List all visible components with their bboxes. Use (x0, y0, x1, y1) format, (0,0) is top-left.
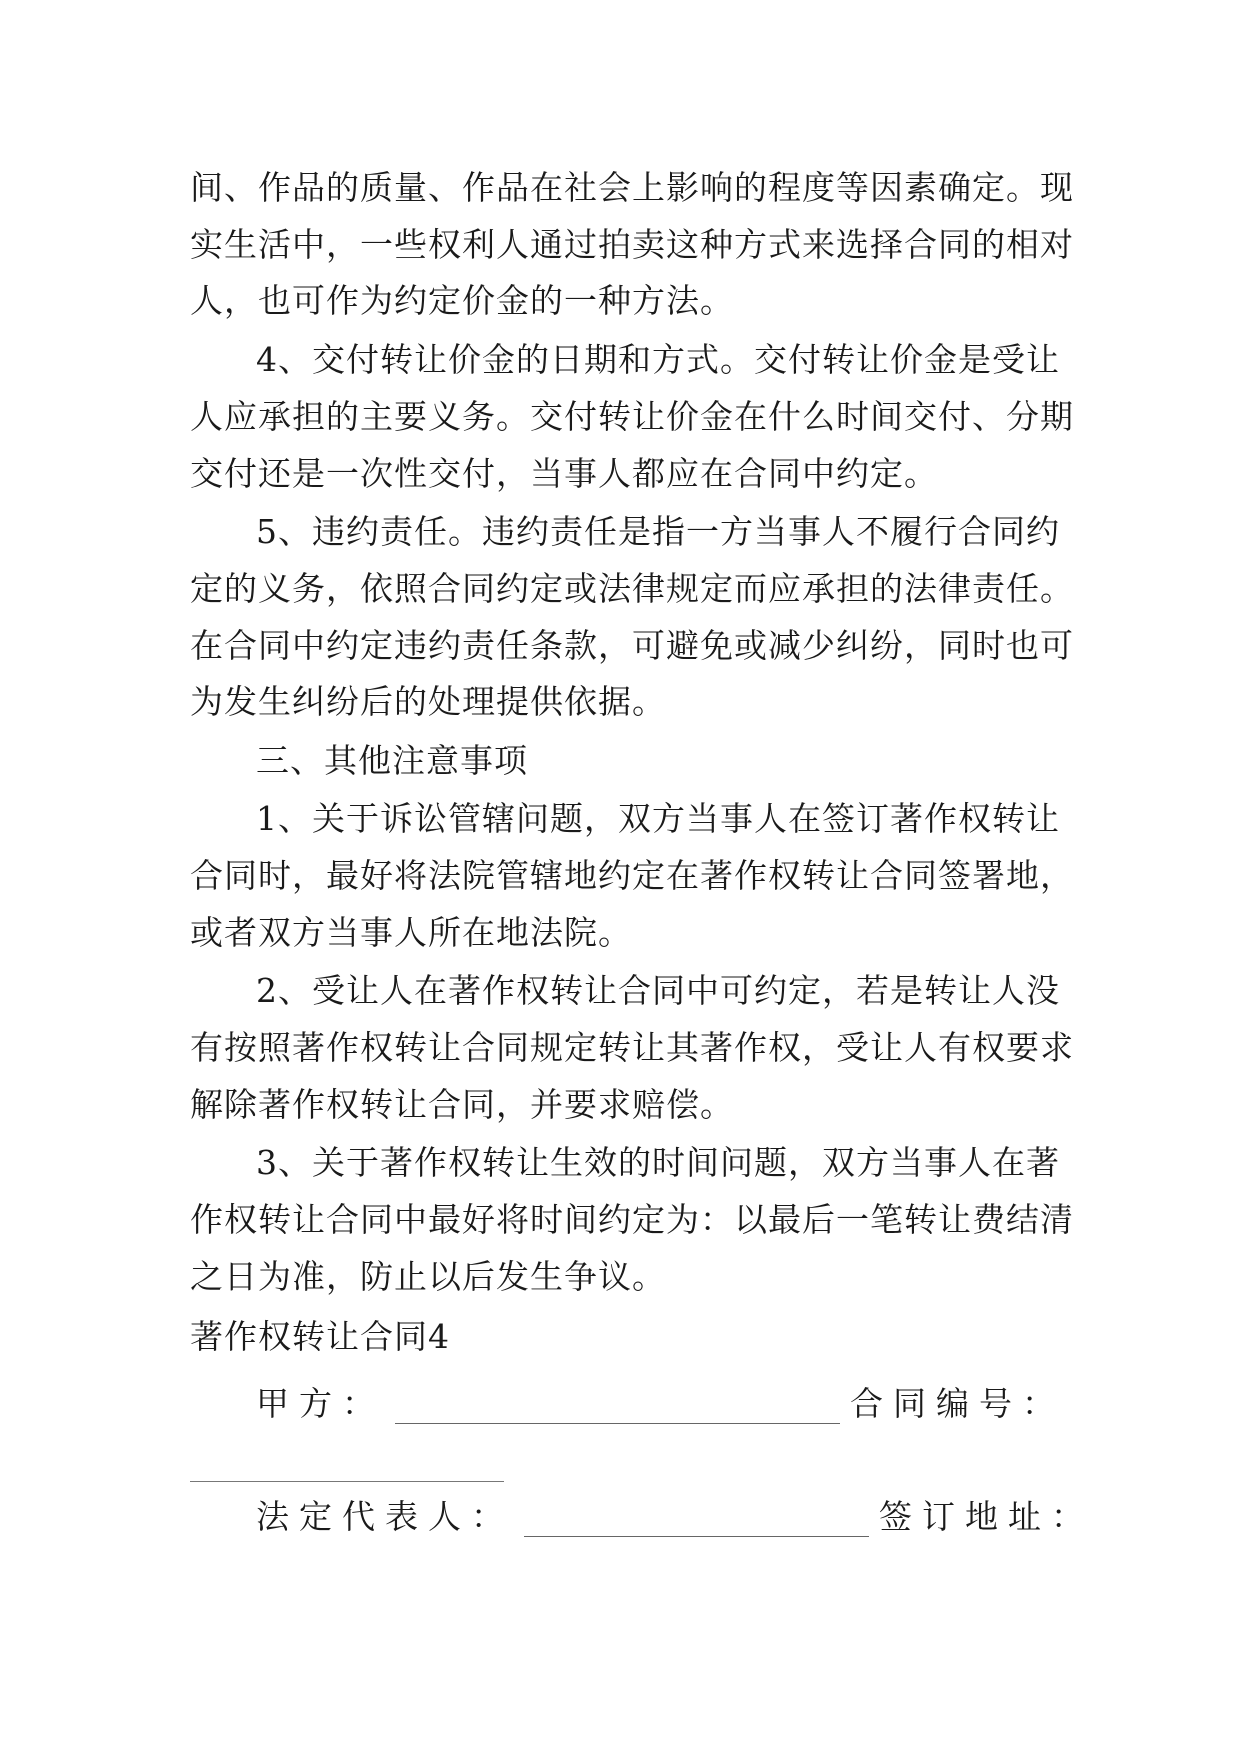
paragraph-line: 在合同中约定违约责任条款，可避免或减少纠纷，同时也可 (190, 626, 1074, 665)
paragraph-line: 4、交付转让价金的日期和方式。交付转让价金是受让 (256, 340, 1060, 379)
paragraph-line: 有按照著作权转让合同规定转让其著作权，受让人有权要求 (190, 1028, 1074, 1067)
paragraph-line: 实生活中，一些权利人通过拍卖这种方式来选择合同的相对 (190, 225, 1074, 264)
paragraph-line: 为发生纠纷后的处理提供依据。 (190, 682, 666, 721)
party-a-field[interactable] (395, 1397, 840, 1424)
party-a-row (256, 1384, 1065, 1424)
paragraph-line: 之日为准，防止以后发生争议。 (190, 1257, 666, 1296)
paragraph-line: 1、关于诉讼管辖问题，双方当事人在签订著作权转让 (256, 799, 1060, 838)
paragraph-line: 或者双方当事人所在地法院。 (190, 913, 632, 952)
sign-address-label: 签订地址： (879, 1497, 1094, 1536)
section-heading: 三、其他注意事项 (256, 741, 528, 780)
paragraph-line: 解除著作权转让合同，并要求赔偿。 (190, 1085, 734, 1124)
legal-rep-row (256, 1497, 1094, 1537)
legal-rep-label: 法定代表人： (256, 1497, 514, 1536)
paragraph-line: 5、违约责任。违约责任是指一方当事人不履行合同约 (256, 512, 1060, 551)
contract-title: 著作权转让合同4 (190, 1317, 450, 1356)
paragraph-line: 人，也可作为约定价金的一种方法。 (190, 281, 734, 320)
paragraph-line: 间、作品的质量、作品在社会上影响的程度等因素确定。现 (190, 168, 1074, 207)
paragraph-line: 合同时，最好将法院管辖地约定在著作权转让合同签署地， (190, 856, 1074, 895)
paragraph-line: 交付还是一次性交付，当事人都应在合同中约定。 (190, 454, 938, 493)
legal-rep-field[interactable] (524, 1510, 869, 1537)
paragraph-line: 定的义务，依照合同约定或法律规定而应承担的法律责任。 (190, 569, 1074, 608)
contract-no-label: 合同编号： (850, 1384, 1065, 1423)
party-a-label: 甲方： (256, 1384, 385, 1423)
paragraph-line: 人应承担的主要义务。交付转让价金在什么时间交付、分期 (190, 397, 1074, 436)
paragraph-line: 3、关于著作权转让生效的时间问题，双方当事人在著 (256, 1143, 1060, 1182)
contract-no-field[interactable] (190, 1481, 504, 1482)
paragraph-line: 作权转让合同中最好将时间约定为：以最后一笔转让费结清 (190, 1200, 1074, 1239)
paragraph-line: 2、受让人在著作权转让合同中可约定，若是转让人没 (256, 971, 1060, 1010)
